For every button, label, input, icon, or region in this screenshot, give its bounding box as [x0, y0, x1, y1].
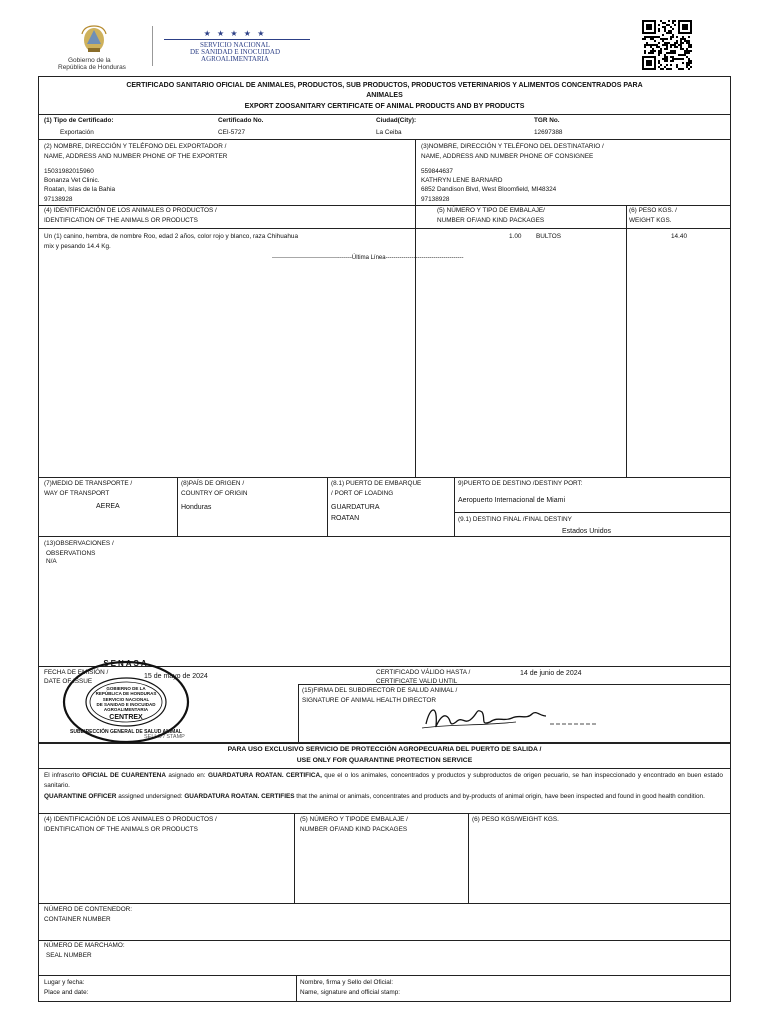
goods-pack-label-en: NUMBER OF/AND KIND PACKAGES: [437, 217, 545, 224]
statement-bold: CERTIFICA,: [286, 772, 322, 779]
exporter-address: Roatan, Islas de la Bahia: [44, 186, 116, 193]
goods-ident-label-en: IDENTIFICATION OF THE ANIMALS OR PRODUCTS: [44, 217, 198, 224]
rule: [38, 975, 731, 976]
rule: [415, 205, 416, 477]
title-en: EXPORT ZOOSANITARY CERTIFICATE OF ANIMAL PRODUCTS AND BY PRODUCTS: [244, 103, 525, 110]
agency-logo-line-3: AGROALIMENTARIA: [201, 55, 269, 63]
container-number-label-es: NÚMERO DE CONTENEDOR:: [44, 906, 133, 913]
seal-line-5: AGROALIMENTARIA: [103, 707, 149, 712]
statement-bold: GUARDATURA ROATAN.: [207, 772, 284, 779]
cert-type-value: Exportación: [60, 129, 94, 136]
agency-logo-line-1: SERVICIO NACIONAL: [199, 41, 271, 49]
issue-date-label-en: DATE OF ISSUE: [44, 678, 93, 685]
rule: [454, 477, 455, 536]
loading-port-value-2: ROATAN: [331, 515, 360, 522]
statement-bold: CERTIFIES: [261, 793, 295, 800]
place-date-label-es: Lugar y fecha:: [44, 979, 85, 986]
city-label: Ciudad(City):: [376, 117, 417, 124]
statement-text: asignado en:: [165, 772, 208, 779]
exporter-phone: 97138928: [44, 196, 73, 203]
q-pack-label-en: NUMBER OF/AND KIND PACKAGES: [300, 826, 408, 833]
destination-port-label: 9)PUERTO DE DESTINO /DESTINY PORT:: [458, 480, 583, 487]
official-seal-stamp: [58, 658, 208, 744]
seal-number-label-en: SEAL NUMBER: [46, 952, 92, 959]
cert-type-label: (1) Tipo de Certificado:: [44, 117, 114, 124]
statement-text: that the animal or animals, concentrates and products and by-products of animal origin, have been inspected and found in good health condition.: [294, 793, 705, 800]
goods-pack-kind: BULTOS: [536, 233, 561, 240]
observations-value: N/A: [46, 558, 57, 565]
origin-label-es: (8)PAÍS DE ORIGEN /: [181, 480, 245, 487]
seal-line-4: DE SANIDAD E INOCUIDAD: [96, 702, 156, 707]
statement-text: que el o los animales, concentrados y productos y subproductos de origen pecuario, se han inspeccionado y encontrado en buen estado sanitario.: [44, 772, 723, 789]
quarantine-title-es: PARA USO EXCLUSIVO SERVICIO DE PROTECCIÓN AGROPECUARIA DEL PUERTO DE SALIDA /: [227, 746, 542, 753]
consignee-name: KATHRYN LENE BARNARD: [421, 177, 503, 184]
rule: [454, 512, 731, 513]
goods-description-line-1: Un (1) canino, hembra, de nombre Roo, edad 2 años, color rojo y blanco, raza Chihuahua: [44, 233, 298, 240]
rule: [38, 139, 731, 140]
rule: [298, 684, 731, 685]
quarantine-statement-en: [44, 792, 723, 802]
valid-until-value: 14 de junio de 2024: [520, 670, 582, 677]
consignee-phone: 97138928: [421, 196, 450, 203]
rule: [38, 114, 731, 115]
tgr-label: TGR No.: [534, 117, 560, 124]
consignee-address: 6852 Dandison Blvd, West Bloomfield, MI48324: [421, 186, 557, 193]
rule: [298, 684, 299, 743]
official-sign-label-es: Nombre, firma y Sello del Oficial:: [300, 979, 394, 986]
goods-weight: 14.40: [671, 233, 687, 240]
observations-label-en: OBSERVATIONS: [46, 550, 96, 557]
final-destination-value: Estados Unidos: [562, 528, 612, 535]
quarantine-statement-es: [44, 771, 723, 791]
final-destination-label: (9.1) DESTINO FINAL /FINAL DESTINY: [458, 516, 572, 523]
coat-of-arms-icon: [64, 20, 148, 56]
exporter-id: 15031982015960: [44, 168, 94, 175]
rule: [327, 477, 328, 536]
loading-port-label-es: (8.1) PUERTO DE EMBARQUE: [331, 480, 422, 487]
rule: [296, 975, 297, 1002]
rule: [38, 940, 731, 941]
consignee-id: 559844637: [421, 168, 453, 175]
destination-port-value: Aeropuerto Internacional de Miami: [458, 497, 566, 504]
rule: [468, 813, 469, 903]
valid-until-label-en: CERTIFICATE VALID UNTIL: [376, 678, 458, 685]
exporter-label-en: NAME, ADDRESS AND NUMBER PHONE OF THE EXPORTER: [44, 153, 228, 160]
rule: [38, 813, 731, 814]
rule: [38, 903, 731, 904]
loading-port-value-1: GUARDATURA: [331, 504, 380, 511]
seal-line-7: SENASA: [103, 659, 149, 668]
agency-logo-rule: [164, 39, 310, 40]
tgr-value: 12697388: [534, 129, 563, 136]
cert-number-value: CEI-5727: [218, 129, 245, 136]
stamp-label: SELLO / STAMP: [144, 734, 185, 740]
seal-line-8: SUBDIRECCIÓN GENERAL DE SALUD ANIMAL: [70, 729, 182, 735]
signature-label-es: (15)FIRMA DEL SUBDIRECTOR DE SALUD ANIMAL /: [302, 687, 458, 694]
statement-bold: QUARANTINE OFFICER: [44, 793, 117, 800]
statement-bold: GUARDATURA ROATAN.: [184, 793, 260, 800]
title-es-line-1: CERTIFICADO SANITARIO OFICIAL DE ANIMALES, PRODUCTOS, SUB PRODUCTOS, PRODUCTOS VETERINARIOS Y ALIMENTOS CONCENTRADOS PARA: [126, 82, 643, 89]
title-es-line-2: ANIMALES: [366, 92, 403, 99]
exporter-name: Bonanza Vet Clinic.: [44, 177, 100, 184]
statement-text: El infrascrito: [44, 772, 83, 779]
issue-date-value: 15 de mayo de 2024: [144, 673, 208, 680]
rule: [38, 205, 731, 206]
origin-label-en: COUNTRY OF ORIGIN: [181, 490, 248, 497]
qr-code-icon: [642, 20, 692, 70]
rule: [38, 477, 731, 478]
director-signature: [420, 700, 600, 734]
place-date-label-en: Place and date:: [44, 989, 89, 996]
last-line-marker: ----------------------------------------Última Línea---------------------------------------: [272, 255, 464, 261]
statement-bold: OFICIAL DE CUARENTENA: [82, 772, 166, 779]
rule: [38, 228, 731, 229]
rule: [38, 536, 731, 537]
goods-weight-label-es: (6) PESO KGS. /: [629, 207, 677, 214]
signature-label-en: SIGNATURE OF ANIMAL HEALTH DIRECTOR: [302, 697, 436, 704]
transport-value: AEREA: [96, 503, 120, 510]
seal-line-2: REPÚBLICA DE HONDURAS: [95, 691, 157, 696]
exporter-label-es: (2) NOMBRE, DIRECCIÓN Y TELÉFONO DEL EXPORTADOR /: [44, 143, 227, 150]
goods-description-line-2: mix y pesando 14.4 Kg.: [44, 243, 111, 250]
gov-logo-line-1: Gobierno de la: [68, 57, 111, 64]
rule: [626, 205, 627, 477]
rule: [294, 813, 295, 903]
loading-port-label-en: / PORT OF LOADING: [331, 490, 394, 497]
rule: [177, 477, 178, 536]
goods-pack-qty: 1.00: [509, 233, 522, 240]
transport-label-es: (7)MEDIO DE TRANSPORTE /: [44, 480, 133, 487]
city-value: La Ceiba: [376, 129, 402, 136]
q-ident-label-es: (4) IDENTIFICACIÓN DE LOS ANIMALES O PRODUCTOS /: [44, 816, 217, 823]
stars-icon: ★ ★ ★ ★ ★: [203, 29, 267, 38]
origin-value: Honduras: [181, 504, 212, 511]
seal-line-6: CENTREX: [109, 714, 143, 721]
cert-number-label: Certificado No.: [218, 117, 264, 124]
seal-line-1: GOBIERNO DE LA: [106, 686, 146, 691]
consignee-label-en: NAME, ADDRESS AND NUMBER PHONE OF CONSIGNEE: [421, 153, 594, 160]
q-pack-label-es: (5) NÚMERO Y TIPODE EMBALAJE /: [300, 816, 408, 823]
observations-label-es: (13)OBSERVACIONES /: [44, 540, 114, 547]
transport-label-en: WAY OF TRANSPORT: [44, 490, 110, 497]
goods-ident-label-es: (4) IDENTIFICACIÓN DE LOS ANIMALES O PRODUCTOS /: [44, 207, 217, 214]
statement-text: assigned undersigned:: [116, 793, 185, 800]
valid-until-label-es: CERTIFICADO VÁLIDO HASTA /: [376, 669, 471, 676]
consignee-label-es: (3)NOMBRE, DIRECCIÓN Y TELÉFONO DEL DESTINATARIO /: [421, 143, 604, 150]
issue-date-label-es: FECHA DE EMISIÓN /: [44, 669, 109, 676]
seal-line-3: SERVICIO NACIONAL: [102, 697, 150, 702]
quarantine-title-en: USE ONLY FOR QUARANTINE PROTECTION SERVICE: [296, 757, 473, 764]
gov-logo-line-2: República de Honduras: [58, 64, 126, 71]
agency-logo-line-2: DE SANIDAD E INOCUIDAD: [189, 48, 281, 56]
certificate-frame: [38, 76, 731, 743]
q-ident-label-en: IDENTIFICATION OF THE ANIMALS OR PRODUCTS: [44, 826, 198, 833]
logo-divider: [152, 26, 153, 66]
official-sign-label-en: Name, signature and official stamp:: [300, 989, 401, 996]
q-weight-label: (6) PESO KGS/WEIGHT KGS.: [472, 816, 559, 823]
container-number-label-en: CONTAINER NUMBER: [44, 916, 111, 923]
goods-weight-label-en: WEIGHT KGS.: [629, 217, 672, 224]
agency-logo: [160, 30, 310, 70]
goods-pack-label-es: (5) NÚMERO Y TIPO DE EMBALAJE/: [437, 207, 545, 214]
seal-number-label-es: NÚMERO DE MARCHAMO:: [44, 942, 125, 949]
government-logo: [58, 20, 148, 71]
rule: [415, 139, 416, 205]
rule: [38, 768, 731, 769]
